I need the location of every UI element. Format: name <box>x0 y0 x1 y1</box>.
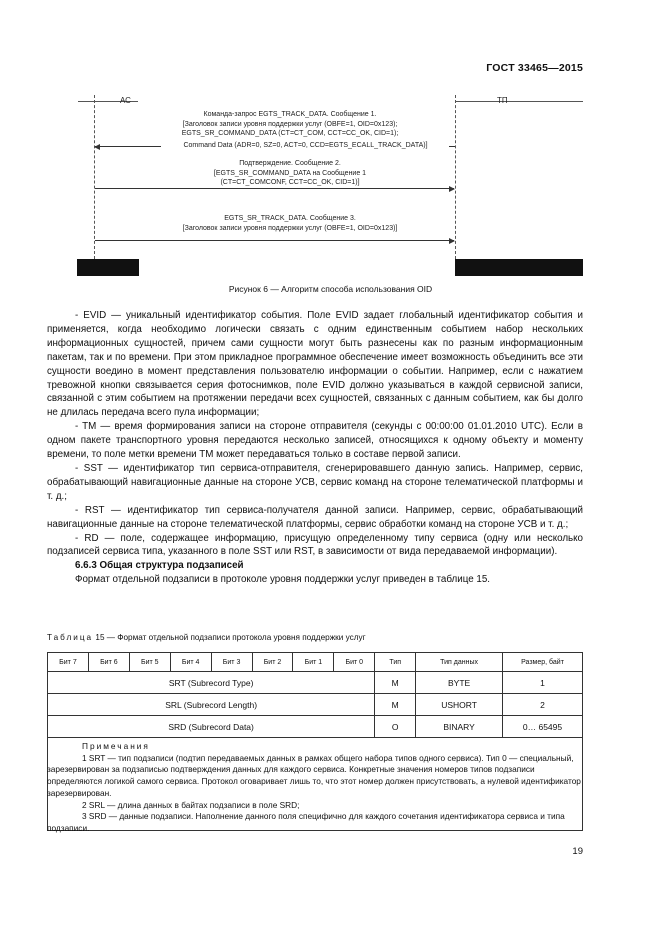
paragraph-sst: - SST — идентификатор тип сервиса-отправителя, сгенерировавшего данную запись. Например, сервис, обрабатывающий навигационные данные на стороне УСВ, сервис команд на стороне телематической платформы и т. д.; <box>47 462 583 502</box>
message-2-line: [EGTS_SR_COMMAND_DATA на Сообщение 1 <box>213 169 367 177</box>
table-cell-data-type: BINARY <box>416 716 503 738</box>
table-cell-data-type: USHORT <box>416 694 503 716</box>
message-1-line: Команда-запрос EGTS_TRACK_DATA. Сообщение 1. <box>203 111 377 118</box>
table-header-row <box>48 653 583 672</box>
note-item: 1 SRT — тип подзаписи (подтип передаваемых данных в рамках общего набора типов одного сервиса). Тип 0 — специальный, зарезервирован за подзаписью подтверждения данных для каждого сервиса. Конкретные значения номеров типов подзаписи определяются логикой самого сервиса. Протокол оговаривает лишь то, что этот номер должен присутствовать, а нулевой идентификатор зарезервирован. <box>47 752 581 798</box>
paragraph-rst: - RST — идентификатор тип сервиса-получателя данной записи. Например, сервис, обрабатывающий навигационные данные на стороне телематической платформы, сервис обработки команд на стороне УСВ и т. д.; <box>47 504 583 530</box>
message-1-arrow-right-part <box>449 146 455 147</box>
table-header-cell: Бит 1 <box>293 653 334 672</box>
table-header-cell: Бит 5 <box>129 653 170 672</box>
body-text <box>47 309 583 587</box>
table-notes <box>47 741 583 835</box>
message-1-last-line: Command Data (ADR=0, SZ=0, ACT=0, CCD=EGTS_ECALL_TRACK_DATA)] <box>183 142 428 149</box>
table-caption <box>47 633 366 642</box>
table-header-cell: Бит 6 <box>88 653 129 672</box>
right-entity-label: ТП <box>497 96 508 105</box>
table-header-cell: Тип <box>375 653 416 672</box>
table-cell-size: 1 <box>503 672 583 694</box>
sequence-diagram <box>0 0 661 280</box>
paragraph-tm: - TM — время формирования записи на стороне отправителя (секунды с 00:00:00 01.01.2010 UTC). Если в одном пакете транспортного уровня передаются несколько записей, относящихся к одному объекту и моменту времени, то поле метки времени TM может передаваться только в составе первой записи. <box>47 421 583 461</box>
left-entity-label: АС <box>120 96 131 105</box>
page-number: 19 <box>572 846 583 857</box>
subrecord-format-table <box>47 652 583 738</box>
table-cell-type: M <box>375 694 416 716</box>
message-2-line: (CT=CT_COMCONF, CCT=CC_OK, CID=1)] <box>220 179 360 186</box>
paragraph-rd: - RD — поле, содержащее информацию, присущую определенному типу сервиса (одну или несколько подзаписей сервиса типа, указанного в поле SST или RST, в зависимости от вида передаваемой информации). <box>47 532 583 558</box>
table-header-cell: Бит 4 <box>170 653 211 672</box>
table-caption-prefix: Таблица <box>47 633 94 642</box>
message-2-arrow <box>95 188 454 189</box>
message-2-text <box>150 159 430 188</box>
message-3-arrow <box>95 240 454 241</box>
note-item: 2 SRL — длина данных в байтах подзаписи в поле SRD; <box>82 799 300 810</box>
table-cell-field: SRD (Subrecord Data) <box>48 716 375 738</box>
table-header-cell: Бит 0 <box>334 653 375 672</box>
message-1-arrow-left-part <box>95 146 161 147</box>
section-text: Формат отдельной подзаписи в протоколе уровня поддержки услуг приведен в таблице 15. <box>75 574 491 586</box>
table-cell-size: 2 <box>503 694 583 716</box>
table-cell-size: 0… 65495 <box>503 716 583 738</box>
table-cell-field: SRT (Subrecord Type) <box>48 672 375 694</box>
table-header-cell: Бит 7 <box>48 653 89 672</box>
table-header-cell: Бит 3 <box>211 653 252 672</box>
table-cell-type: M <box>375 672 416 694</box>
message-1-text <box>150 110 430 139</box>
document-standard-header: ГОСТ 33465—2015 <box>486 62 583 74</box>
notes-title: Примечания <box>82 741 150 751</box>
section-heading: 6.6.3 Общая структура подзаписей <box>75 560 244 572</box>
table-row <box>48 694 583 716</box>
table-cell-type: O <box>375 716 416 738</box>
note-item: 3 SRD — данные подзаписи. Наполнение данного поля специфично для каждого сочетания идентификатора сервиса и типа подзаписи. <box>47 811 565 833</box>
right-lifeline <box>455 95 456 259</box>
table-caption-text: 15 — Формат отдельной подзаписи протокола уровня поддержки услуг <box>95 633 366 642</box>
message-1-line: [Заголовок записи уровня поддержки услуг (OBFE=1, OID=0x123); <box>182 120 398 128</box>
right-entity-header-line <box>455 101 583 102</box>
figure-caption: Рисунок 6 — Алгоритм способа использования OID <box>228 284 433 294</box>
table-row <box>48 672 583 694</box>
left-lifeline <box>94 95 95 259</box>
table-header-cell: Тип данных <box>416 653 503 672</box>
table-cell-data-type: BYTE <box>416 672 503 694</box>
message-3-line: [Заголовок записи уровня поддержки услуг (OBFE=1, OID=0x123)] <box>182 224 398 232</box>
paragraph-evid: - EVID — уникальный идентификатор события. Поле EVID задает глобальный идентификатор события и применяется, когда необходимо логически связать с одним единственным событием набор нескольких информационных сущностей, причем сами сущности могут быть разнесены как по разным информационным пакетам, так и по времени. При этом прикладное программное обеспечение имеет возможность объединить все эти сущности воедино в момент представления пользователю информации о событии. Например, если с нажатием тревожной кнопки связывается серия фотоснимков, поле EVID должно указываться в каждой сервисной записи, связанной с этим событием на протяжении передачи всех сущностей, связанных с данным событием, как бы долго не длилась передача всего пула информации; <box>47 310 583 419</box>
right-entity-bottom-bar <box>455 259 583 276</box>
left-entity-bottom-bar <box>77 259 139 276</box>
table-header-cell: Размер, байт <box>503 653 583 672</box>
table-header-cell: Бит 2 <box>252 653 293 672</box>
message-3-line: EGTS_SR_TRACK_DATA. Сообщение 3. <box>224 215 356 222</box>
message-3-text <box>150 214 430 233</box>
message-2-line: Подтверждение. Сообщение 2. <box>239 160 341 167</box>
message-1-line: EGTS_SR_COMMAND_DATA (CT=CT_COM, CCT=CC_OK, CID=1); <box>181 130 399 137</box>
table-cell-field: SRL (Subrecord Length) <box>48 694 375 716</box>
